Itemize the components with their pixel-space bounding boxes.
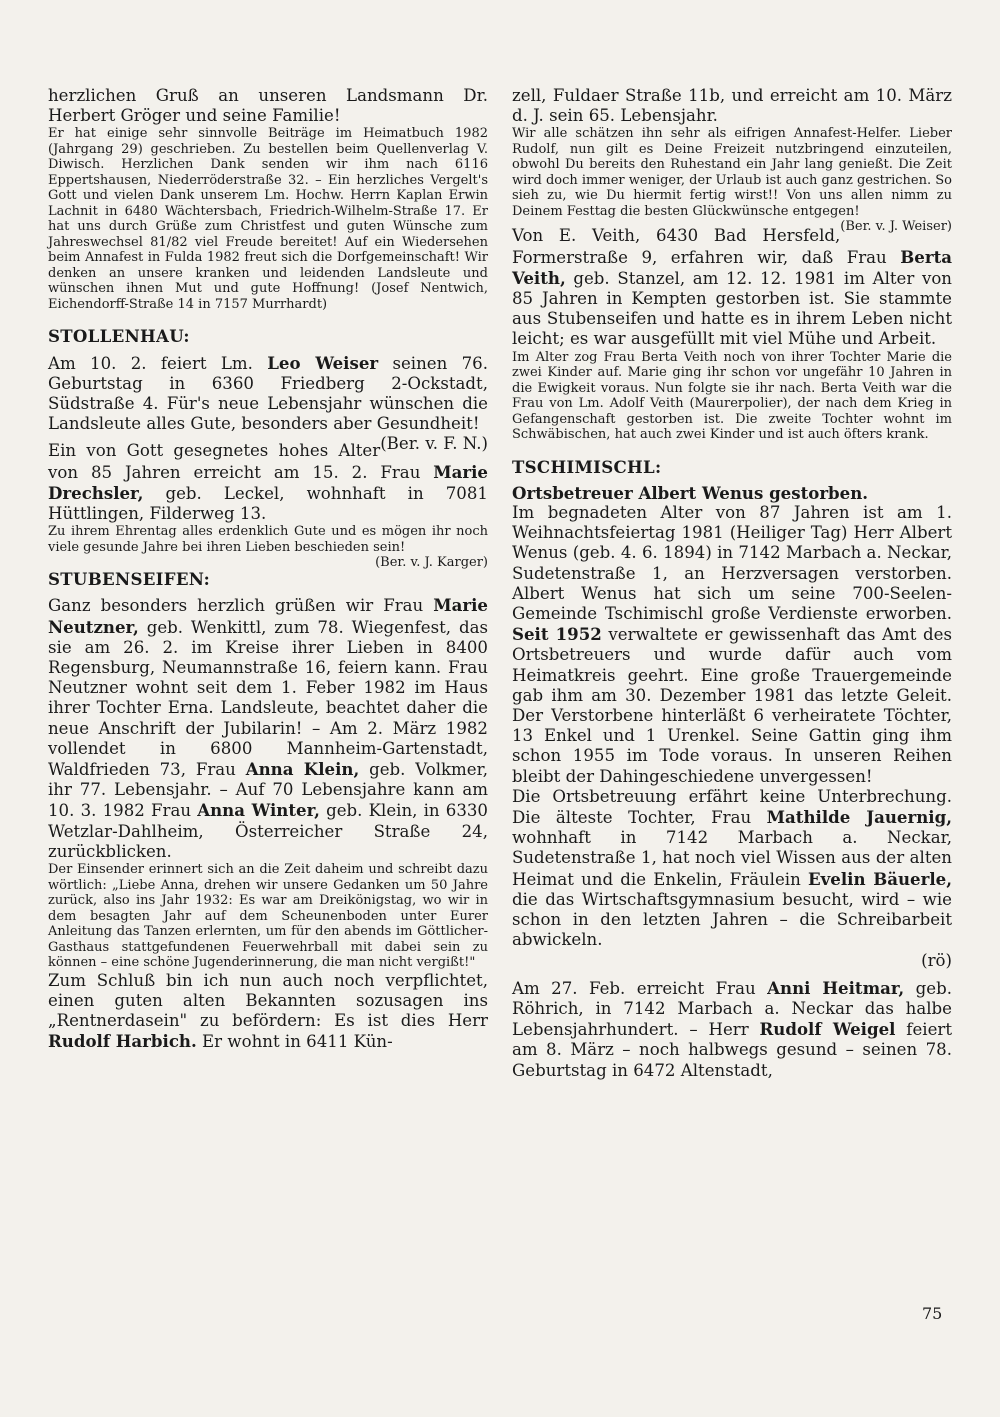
paragraph-annafest: Wir alle schätzen ihn sehr als eifrigen Annafest-Helfer. Lieber Rudolf, nun gilt es Deine Freizeit nutzbringend einzuteilen, obwohl Du bereits den Ruhestand ein Jahr lang genießt. Die Zeit wird doch immer weniger, der Urlaub ist auch ganz gestrichen. So sieh zu, wie Du hiermit fertig wirst!! Von uns allen nimm zu Deinem Festtag die besten Glückwünsche entgegen! (Ber. v. J. Weiser) (512, 126, 952, 235)
paragraph-marie-drechsler: Ein von Gott gesegnetes hohes Alter von 85 Jahren erreicht am 15. 2. Frau Marie Drechsler, geb. Leckel, wohnhaft in 7081 Hüttlingen, Filderweg 13. (48, 441, 488, 524)
bold-phrase: Seit 1952 (512, 624, 602, 645)
section-heading-stollenhau: STOLLENHAU: (48, 326, 190, 347)
credit: (rö) (921, 950, 952, 970)
credit: (Ber. v. F. N.) (380, 434, 488, 454)
paragraph-leo-weiser: Am 10. 2. feiert Lm. Leo Weiser seinen 76. Geburtstag in 6360 Friedberg 2-Ockstadt, Südstraße 4. Für's neue Lebensjahr wünschen die Landsleute alles Gute, besonders aber Gesundheit! (Ber. v. F. N.) (48, 352, 488, 454)
paragraph-continuation: zell, Fuldaer Straße 11b, und erreicht am 10. März d. J. sein 65. Lebensjahr. (512, 86, 952, 126)
paragraph-birthdays: Ganz besonders herzlich grüßen wir Frau Marie Neutzner, geb. Wenkittl, zum 78. Wiegenfest, das sie am 26. 2. im Kreise ihrer Lieben in 8400 Regensburg, Neumannstraße 16, feiern kann. Frau Neutzner wohnt seit dem 1. Feber 1982 im Haus ihrer Tochter Erna. Landsleute, beachtet daher die neue Anschrift der Jubilarin! – Am 2. März 1982 vollendet in 6800 Mannheim-Gartenstadt, Waldfrieden 73, Frau Anna Klein, geb. Volkmer, ihr 77. Lebensjahr. – Auf 70 Lebensjahre kann am 10. 3. 1982 Frau Anna Winter, geb. Klein, in 6330 Wetzlar-Dahlheim, Österreicher Straße 24, zurückblicken. (48, 595, 488, 861)
person-name: Rudolf Weigel (759, 1019, 896, 1040)
paragraph-anni-heitmar: Am 27. Feb. erreicht Frau Anni Heitmar, geb. Röhrich, in 7142 Marbach a. Neckar das halbe Lebensjahrhundert. – Herr Rudolf Weigel feiert am 8. März – noch halbwegs gesund – seinen 78. Geburtstag in 6472 Altenstadt, (512, 977, 952, 1080)
person-name: Anni Heitmar, (767, 977, 905, 998)
person-name: Marie Drechsler, (48, 461, 488, 503)
paragraph-berta-family: Im Alter zog Frau Berta Veith noch von ihrer Tochter Marie die zwei Kinder auf. Marie ging ihr schon vor ungefähr 10 Jahren in die Ewigkeit voraus. Nun folgte sie ihr nach. Berta Veith war die Frau von Lm. Adolf Veith (Maurerpolier), der nach dem Krieg in Gefangenschaft gestorben ist. Die zweite Tochter wohnt im Schwäbischen, hat auch zwei Kinder und ist auch öfters krank. (512, 349, 952, 443)
person-name: Anna Klein, (245, 759, 360, 780)
person-name: Anna Winter, (197, 800, 320, 821)
right-column (512, 86, 952, 1081)
credit: (Ber. v. J. Karger) (375, 555, 488, 571)
section-heading-stubenseifen: STUBENSEIFEN: (48, 569, 211, 590)
credit: (Ber. v. J. Weiser) (840, 219, 952, 235)
paragraph-succession: Die Ortsbetreuung erfährt keine Unterbrechung. Die älteste Tochter, Frau Mathilde Jauernig, wohnhaft in 7142 Marbach a. Neckar, Sudetenstraße 1, hat noch viel Wissen aus der alten Heimat und die Enkelin, Fräulein Evelin Bäuerle, die das Wirtschaftsgymnasium besucht, wird – wie schon in den letzten Jahren – die Schreibarbeit abwickeln. (512, 786, 952, 950)
paragraph-albert-wenus: Im begnadeten Alter von 87 Jahren ist am 1. Weihnachtsfeiertag 1981 (Heiliger Tag) Herr Albert Wenus (geb. 4. 6. 1894) in 7142 Marbach a. Neckar, Sudetenstraße 1, an Herzversagen verstorben. Albert Wenus hat sich um seine 700-Seelen-Gemeinde Tschimischl große Verdienste erworben. Seit 1952 verwaltete er gewissenhaft das Amt des Ortsbetreuers und wurde dafür auch vom Heimatkreis geehrt. Eine große Trauergemeinde gab ihm am 30. Dezember 1981 das letzte Geleit. Der Verstorbene hinterläßt 6 verheiratete Töchter, 13 Enkel und 1 Urenkel. Seine Gattin ging ihm schon 1955 im Tode voraus. In unseren Reihen bleibt der Dahingeschiedene unvergessen! (512, 503, 952, 786)
person-name: Rudolf Harbich. (48, 1031, 197, 1052)
section-heading-tschimischl: TSCHIMISCHL: (512, 456, 662, 477)
person-name: Leo Weiser (267, 352, 379, 373)
article-subheading: Ortsbetreuer Albert Wenus gestorben. (512, 482, 869, 503)
person-name: Berta Veith, (512, 246, 952, 288)
person-name: Mathilde Jauernig, (766, 807, 952, 828)
person-name: Evelin Bäuerle, (808, 868, 952, 889)
paragraph-rudolf-harbich: Zum Schluß bin ich nun auch noch verpflichtet, einen guten alten Bekannten sozusagen ins „Rentnerdasein" zu befördern: Es ist dies Herr Rudolf Harbich. Er wohnt in 6411 Kün- (48, 970, 488, 1052)
paragraph-thanks: Er hat einige sehr sinnvolle Beiträge im Heimatbuch 1982 (Jahrgang 29) geschrieben. Zu bestellen beim Quellenverlag V. Diwisch. Herzlichen Dank senden wir ihm nach 6116 Eppertshausen, Niederröderstraße 32. – Ein herzliches Vergelt's Gott und vielen Dank unserem Lm. Hochw. Herrn Kaplan Erwin Lachnit in 6480 Wächtersbach, Friedrich-Wilhelm-Straße 17. Er hat uns durch Grüße zum Christfest und guten Wünsche zum Jahreswechsel 81/82 viel Freude bereitet! Auf ein Wiedersehen beim Annafest in Fulda 1982 freut sich die Dorfgemeinschaft! Wir denken an unsere kranken und leidenden Landsleute und wünschen ihnen Mut und gute Hoffnung! (Josef Nentwich, Eichendorff-Straße 14 in 7157 Murrhardt) (48, 126, 488, 312)
person-name: Marie Neutzner, (48, 595, 488, 637)
left-column (48, 86, 488, 1052)
paragraph-memory: Der Einsender erinnert sich an die Zeit daheim und schreibt dazu wörtlich: „Liebe Anna, drehen wir unsere Gedanken um 50 Jahre zurück, also ins Jahr 1932: Es war am Dreikönigstag, wo wir in dem besagten Jahr auf dem Scheunenboden unter Eurer Anleitung das Tanzen erlernten, um für den abends im Göttlicher-Gasthaus stattgefundenen Feuerwehrball mit dabei sein zu können – eine schöne Jugenderinnerung, die man nicht vergißt!" (48, 862, 488, 971)
paragraph-berta-veith: Von E. Veith, 6430 Bad Hersfeld, Formerstraße 9, erfahren wir, daß Frau Berta Veith, geb. Stanzel, am 12. 12. 1981 im Alter von 85 Jahren in Kempten gestorben ist. Sie stammte aus Stubenseifen und hatte es in ihrem Leben nicht leicht; es war ausgefüllt mit viel Mühe und Arbeit. (512, 226, 952, 349)
page-number: 75 (922, 1304, 943, 1323)
paragraph-greeting: herzlichen Gruß an unseren Landsmann Dr. Herbert Gröger und seine Familie! (48, 86, 488, 126)
paragraph-wishes: Zu ihrem Ehrentag alles erdenklich Gute und es mögen ihr noch viele gesunde Jahre bei ihren Lieben beschieden sein! (Ber. v. J. Karger) (48, 524, 488, 571)
